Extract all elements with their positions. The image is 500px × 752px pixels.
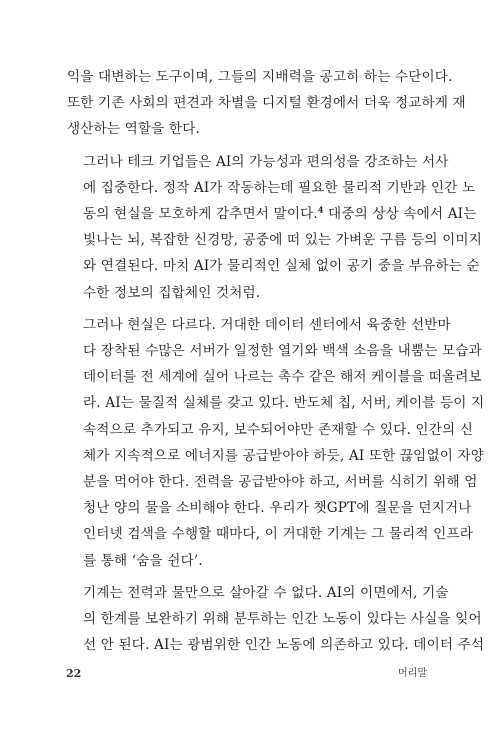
text-line: 라. AI는 물질적 실체를 갖고 있다. 반도체 칩, 서버, 케이블 등이 지: [83, 395, 485, 412]
paragraph-3: [67, 312, 485, 574]
running-head: 머리말: [398, 668, 427, 679]
text-line: 그러나 현실은 다르다. 거대한 데이터 센터에서 육중한 선반마: [83, 316, 451, 333]
paragraph-2: [67, 149, 482, 306]
body-text: [67, 64, 485, 664]
text-segment: 대중의 상상 속에서 AI는: [323, 206, 477, 223]
text-line: 선 안 된다. AI는 광범위한 인간 노동에 의존하고 있다. 데이터 주석: [83, 637, 485, 654]
text-line: 를 통해 ‘숨을 쉰다’.: [83, 552, 203, 569]
text-line: 수한 정보의 집합체인 것처럼.: [83, 284, 261, 301]
text-line: 기계는 전력과 물만으로 살아갈 수 없다. AI의 이면에서, 기술: [83, 584, 449, 601]
footnote-marker: 4: [317, 204, 324, 215]
text-line: 또한 기존 사회의 편견과 차별을 디지털 환경에서 더욱 정교하게 재: [67, 95, 466, 112]
text-line: 생산하는 역할을 한다.: [67, 121, 200, 138]
text-line: 청난 양의 물을 소비해야 한다. 우리가 챗GPT에 질문을 던지거나: [83, 500, 472, 517]
text-line: 의 한계를 보완하기 위해 분투하는 인간 노동이 있다는 사실을 잊어: [83, 611, 482, 628]
paragraph-4: [67, 580, 485, 659]
text-line: 체가 지속적으로 에너지를 공급받아야 하듯, AI 또한 끊임없이 자양: [83, 447, 485, 464]
text-line: 빛나는 뇌, 복잡한 신경망, 공중에 떠 있는 가벼운 구름 등의 이미지: [83, 232, 482, 249]
text-line: 다 장착된 수많은 서버가 일정한 열기와 백색 소음을 내뿜는 모습과: [83, 343, 482, 360]
text-line: [67, 201, 477, 227]
paragraph-1: [67, 64, 466, 143]
page-number: 22: [66, 667, 82, 680]
text-line: 분을 먹어야 한다. 전력을 공급받아야 하고, 서버를 식히기 위해 엄: [83, 474, 478, 491]
text-line: 그러나 테크 기업들은 AI의 가능성과 편의성을 강조하는 서사: [83, 153, 449, 170]
text-line: 익을 대변하는 도구이며, 그들의 지배력을 공고히 하는 수단이다.: [67, 69, 453, 85]
text-line: 인터넷 검색을 수행할 때마다, 이 거대한 기계는 그 물리적 인프라: [83, 526, 474, 543]
text-line: 데이터를 전 세계에 실어 나르는 촉수 같은 해저 케이블을 떠올려보: [83, 369, 482, 386]
text-line: 와 연결된다. 마치 AI가 물리적인 실체 없이 공기 중을 부유하는 순: [83, 258, 480, 275]
text-segment: 동의 현실을 모호하게 감추면서 말이다.: [83, 206, 318, 223]
text-line: 에 집중한다. 정작 AI가 작동하는데 필요한 물리적 기반과 인간 노: [83, 179, 476, 196]
text-line: 속적으로 추가되고 유지, 보수되어야만 존재할 수 있다. 인간의 신: [83, 421, 474, 438]
